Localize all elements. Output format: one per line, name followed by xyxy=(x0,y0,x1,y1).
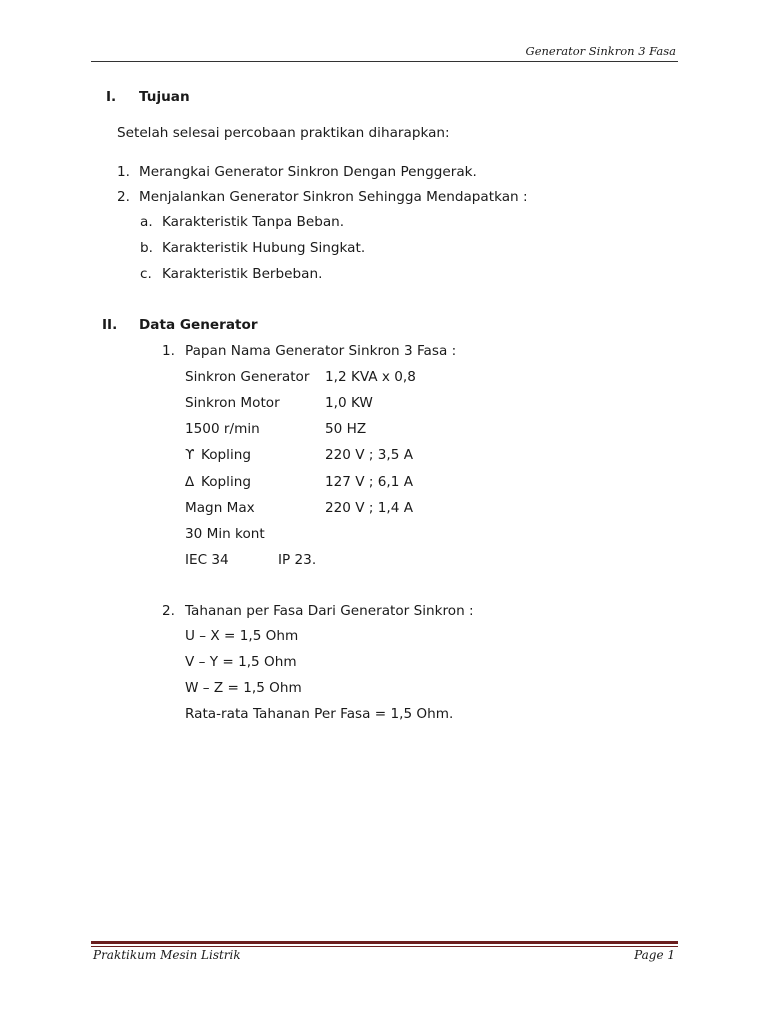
section1-title: Tujuan xyxy=(139,89,190,105)
section2-item2-num: 2. xyxy=(162,603,175,619)
nameplate-label-sinkron-motor: Sinkron Motor xyxy=(185,395,280,411)
nameplate-duty: 30 Min kont xyxy=(185,526,265,542)
nameplate-ip-rating: IP 23. xyxy=(278,552,317,568)
footer-rule-thick xyxy=(91,941,678,944)
section2-item1-title: Papan Nama Generator Sinkron 3 Fasa : xyxy=(185,343,457,359)
resistance-u-x: U – X = 1,5 Ohm xyxy=(185,628,299,644)
resistance-average: Rata-rata Tahanan Per Fasa = 1,5 Ohm. xyxy=(185,706,454,722)
section1-subitem-b-num: b. xyxy=(140,240,153,256)
nameplate-label-speed: 1500 r/min xyxy=(185,421,260,437)
wye-kopling-label: Kopling xyxy=(201,447,251,463)
delta-symbol: ∆ xyxy=(185,474,195,490)
section2-title: Data Generator xyxy=(139,317,258,333)
section1-subitem-a-text: Karakteristik Tanpa Beban. xyxy=(162,214,345,230)
nameplate-value-wye-kopling: 220 V ; 3,5 A xyxy=(325,447,414,463)
nameplate-label-delta-kopling xyxy=(185,473,251,491)
section1-item-1-num: 1. xyxy=(117,164,130,180)
section1-intro: Setelah selesai percobaan praktikan diharapkan: xyxy=(117,125,450,141)
section1-subitem-c-num: c. xyxy=(140,266,152,282)
nameplate-value-delta-kopling: 127 V ; 6,1 A xyxy=(325,474,414,490)
section1-subitem-b-text: Karakteristik Hubung Singkat. xyxy=(162,240,366,256)
nameplate-value-magn-max: 220 V ; 1,4 A xyxy=(325,500,414,516)
nameplate-value-sinkron-motor: 1,0 KW xyxy=(325,395,373,411)
section2-item2-title: Tahanan per Fasa Dari Generator Sinkron : xyxy=(185,603,474,619)
nameplate-value-sinkron-generator: 1,2 KVA x 0,8 xyxy=(325,369,416,385)
section2-item1-num: 1. xyxy=(162,343,175,359)
section1-item-1-text: Merangkai Generator Sinkron Dengan Penggerak. xyxy=(139,164,477,180)
nameplate-label-magn-max: Magn Max xyxy=(185,500,255,516)
section1-subitem-a-num: a. xyxy=(140,214,153,230)
section1-number: I. xyxy=(106,89,117,105)
nameplate-value-frequency: 50 HZ xyxy=(325,421,367,437)
footer-page-number: Page 1 xyxy=(634,948,675,962)
section1-subitem-c-text: Karakteristik Berbeban. xyxy=(162,266,323,282)
footer-course-title: Praktikum Mesin Listrik xyxy=(93,948,241,962)
nameplate-label-sinkron-generator: Sinkron Generator xyxy=(185,369,310,385)
resistance-w-z: W – Z = 1,5 Ohm xyxy=(185,680,302,696)
resistance-v-y: V – Y = 1,5 Ohm xyxy=(185,654,297,670)
nameplate-iec-label: IEC 34 xyxy=(185,552,229,568)
section1-item-2-text: Menjalankan Generator Sinkron Sehingga Mendapatkan : xyxy=(139,189,528,205)
delta-kopling-label: Kopling xyxy=(201,474,251,490)
header-rule xyxy=(91,61,678,62)
wye-symbol: ϒ xyxy=(185,447,195,463)
header-title: Generator Sinkron 3 Fasa xyxy=(525,44,676,58)
footer-rule-thin xyxy=(91,946,678,947)
section1-item-2-num: 2. xyxy=(117,189,130,205)
nameplate-label-wye-kopling xyxy=(185,446,251,464)
section2-number: II. xyxy=(102,317,118,333)
